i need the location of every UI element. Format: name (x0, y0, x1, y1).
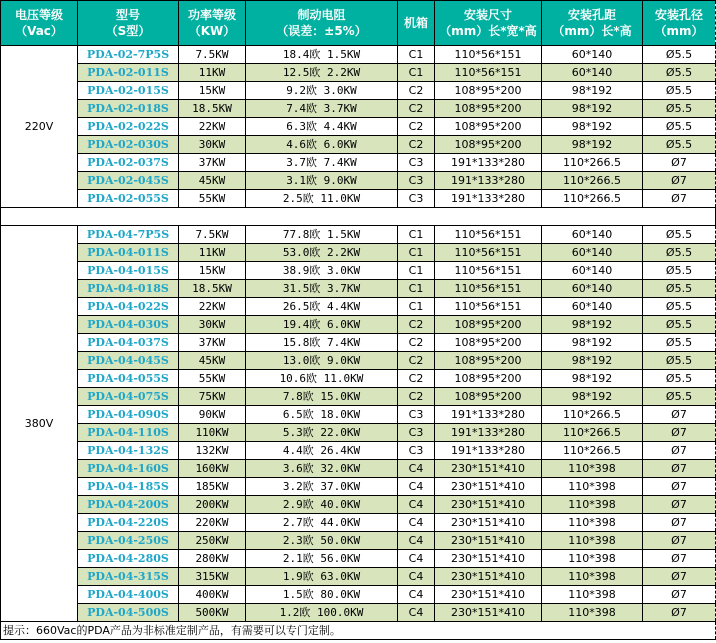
hole-cell: Ø7 (643, 550, 716, 568)
table-row (1, 136, 716, 154)
table-row (1, 568, 716, 586)
power-cell: 7.5KW (179, 46, 246, 64)
pitch-cell: 60*140 (542, 46, 643, 64)
size-cell: 108*95*200 (435, 136, 542, 154)
resistor-cell: 6.5欧 18.0KW (246, 406, 398, 424)
model-cell: PDA-02-045S (78, 172, 179, 190)
header-model (78, 1, 179, 46)
case-cell: C4 (398, 514, 435, 532)
table-row (1, 460, 716, 478)
case-cell: C1 (398, 262, 435, 280)
table-body (1, 46, 716, 640)
case-cell: C3 (398, 406, 435, 424)
resistor-cell: 77.8欧 1.5KW (246, 226, 398, 244)
table-row (1, 46, 716, 64)
resistor-cell: 2.3欧 50.0KW (246, 532, 398, 550)
case-cell: C2 (398, 136, 435, 154)
table-row (1, 298, 716, 316)
model-cell: PDA-04-400S (78, 586, 179, 604)
pitch-cell: 110*398 (542, 550, 643, 568)
header-line1: 功率等级 (187, 8, 236, 22)
hole-cell: Ø7 (643, 190, 716, 208)
header-line1: 安装孔径 (654, 8, 703, 22)
case-cell: C2 (398, 316, 435, 334)
model-cell: PDA-02-030S (78, 136, 179, 154)
hole-cell: Ø5.5 (643, 118, 716, 136)
table-row (1, 280, 716, 298)
power-cell: 37KW (179, 154, 246, 172)
model-cell: PDA-02-015S (78, 82, 179, 100)
resistor-cell: 3.1欧 9.0KW (246, 172, 398, 190)
hole-cell: Ø7 (643, 172, 716, 190)
model-cell: PDA-02-018S (78, 100, 179, 118)
model-cell: PDA-04-7P5S (78, 226, 179, 244)
case-cell: C1 (398, 46, 435, 64)
size-cell: 110*56*151 (435, 244, 542, 262)
power-cell: 30KW (179, 136, 246, 154)
header-line2: （S型） (105, 24, 151, 38)
table-row (1, 604, 716, 622)
resistor-cell: 3.2欧 37.0KW (246, 478, 398, 496)
pitch-cell: 98*192 (542, 82, 643, 100)
model-cell: PDA-02-055S (78, 190, 179, 208)
power-cell: 55KW (179, 370, 246, 388)
resistor-cell: 4.4欧 26.4KW (246, 442, 398, 460)
power-cell: 500KW (179, 604, 246, 622)
hole-cell: Ø5.5 (643, 82, 716, 100)
case-cell: C3 (398, 442, 435, 460)
case-cell: C4 (398, 550, 435, 568)
case-cell: C3 (398, 424, 435, 442)
hole-cell: Ø5.5 (643, 316, 716, 334)
size-cell: 230*151*410 (435, 460, 542, 478)
model-cell: PDA-04-500S (78, 604, 179, 622)
voltage-cell: 380V (1, 226, 78, 622)
resistor-cell: 10.6欧 11.0KW (246, 370, 398, 388)
resistor-cell: 6.3欧 4.4KW (246, 118, 398, 136)
size-cell: 230*151*410 (435, 568, 542, 586)
model-cell: PDA-04-011S (78, 244, 179, 262)
pitch-cell: 98*192 (542, 316, 643, 334)
pitch-cell: 98*192 (542, 370, 643, 388)
pitch-cell: 110*266.5 (542, 154, 643, 172)
table-row (1, 82, 716, 100)
model-cell: PDA-04-160S (78, 460, 179, 478)
pitch-cell: 110*398 (542, 460, 643, 478)
model-cell: PDA-04-090S (78, 406, 179, 424)
case-cell: C1 (398, 298, 435, 316)
case-cell: C1 (398, 280, 435, 298)
case-cell: C1 (398, 226, 435, 244)
hole-cell: Ø7 (643, 154, 716, 172)
model-cell: PDA-04-185S (78, 478, 179, 496)
resistor-cell: 1.9欧 63.0KW (246, 568, 398, 586)
power-cell: 220KW (179, 514, 246, 532)
table-row (1, 442, 716, 460)
header-line1: 安装孔距 (567, 8, 616, 22)
model-cell: PDA-04-075S (78, 388, 179, 406)
table-row (1, 100, 716, 118)
hole-cell: Ø5.5 (643, 262, 716, 280)
size-cell: 108*95*200 (435, 118, 542, 136)
power-cell: 22KW (179, 118, 246, 136)
resistor-cell: 13.0欧 9.0KW (246, 352, 398, 370)
pitch-cell: 60*140 (542, 244, 643, 262)
size-cell: 108*95*200 (435, 316, 542, 334)
hole-cell: Ø7 (643, 568, 716, 586)
resistor-cell: 53.0欧 2.2KW (246, 244, 398, 262)
size-cell: 108*95*200 (435, 388, 542, 406)
header-line2: （mm）长*宽*高 (439, 24, 537, 38)
voltage-cell: 220V (1, 46, 78, 208)
model-cell: PDA-04-110S (78, 424, 179, 442)
model-cell: PDA-02-011S (78, 64, 179, 82)
model-cell: PDA-04-018S (78, 280, 179, 298)
power-cell: 315KW (179, 568, 246, 586)
table-row (1, 550, 716, 568)
table-row (1, 64, 716, 82)
resistor-cell: 38.9欧 3.0KW (246, 262, 398, 280)
table-row (1, 514, 716, 532)
power-cell: 18.5KW (179, 280, 246, 298)
power-cell: 75KW (179, 388, 246, 406)
header-size (435, 1, 542, 46)
case-cell: C2 (398, 100, 435, 118)
size-cell: 191*133*280 (435, 406, 542, 424)
resistor-cell: 1.5欧 80.0KW (246, 586, 398, 604)
header-line2: （KW） (188, 24, 236, 38)
resistor-cell: 3.6欧 32.0KW (246, 460, 398, 478)
size-cell: 230*151*410 (435, 496, 542, 514)
power-cell: 15KW (179, 82, 246, 100)
model-cell: PDA-04-280S (78, 550, 179, 568)
size-cell: 110*56*151 (435, 226, 542, 244)
case-cell: C2 (398, 82, 435, 100)
power-cell: 280KW (179, 550, 246, 568)
power-cell: 400KW (179, 586, 246, 604)
model-cell: PDA-04-045S (78, 352, 179, 370)
table-row (1, 388, 716, 406)
resistor-cell: 3.7欧 7.4KW (246, 154, 398, 172)
pitch-cell: 110*266.5 (542, 442, 643, 460)
hole-cell: Ø5.5 (643, 244, 716, 262)
table-row (1, 244, 716, 262)
resistor-cell: 4.6欧 6.0KW (246, 136, 398, 154)
size-cell: 110*56*151 (435, 262, 542, 280)
power-cell: 15KW (179, 262, 246, 280)
header-voltage (1, 1, 78, 46)
table-row (1, 118, 716, 136)
header-line2: （误差：±5%） (276, 24, 367, 38)
size-cell: 191*133*280 (435, 172, 542, 190)
table-row (1, 262, 716, 280)
hole-cell: Ø5.5 (643, 298, 716, 316)
hole-cell: Ø7 (643, 442, 716, 460)
pitch-cell: 110*398 (542, 496, 643, 514)
pitch-cell: 60*140 (542, 298, 643, 316)
size-cell: 191*133*280 (435, 442, 542, 460)
size-cell: 230*151*410 (435, 532, 542, 550)
resistor-cell: 7.4欧 3.7KW (246, 100, 398, 118)
size-cell: 191*133*280 (435, 154, 542, 172)
header-row (1, 1, 716, 46)
case-cell: C4 (398, 478, 435, 496)
note-row (1, 622, 716, 640)
header-line2: （Vac） (15, 24, 63, 38)
model-cell: PDA-04-220S (78, 514, 179, 532)
power-cell: 11KW (179, 64, 246, 82)
model-cell: PDA-04-030S (78, 316, 179, 334)
hole-cell: Ø7 (643, 496, 716, 514)
header-line1: 型号 (115, 8, 140, 22)
case-cell: C3 (398, 154, 435, 172)
pitch-cell: 110*398 (542, 478, 643, 496)
pitch-cell: 98*192 (542, 100, 643, 118)
model-cell: PDA-04-022S (78, 298, 179, 316)
pitch-cell: 110*398 (542, 568, 643, 586)
pitch-cell: 98*192 (542, 388, 643, 406)
size-cell: 108*95*200 (435, 82, 542, 100)
resistor-cell: 2.9欧 40.0KW (246, 496, 398, 514)
model-cell: PDA-04-037S (78, 334, 179, 352)
hole-cell: Ø7 (643, 586, 716, 604)
model-cell: PDA-02-7P5S (78, 46, 179, 64)
case-cell: C2 (398, 388, 435, 406)
size-cell: 230*151*410 (435, 514, 542, 532)
table-row (1, 352, 716, 370)
hole-cell: Ø7 (643, 460, 716, 478)
case-cell: C1 (398, 244, 435, 262)
resistor-cell: 18.4欧 1.5KW (246, 46, 398, 64)
footnote: 提示：660Vac的PDA产品为非标准定制产品，有需要可以专门定制。 (1, 622, 716, 640)
model-cell: PDA-04-132S (78, 442, 179, 460)
header-case (398, 1, 435, 46)
separator-cell (1, 208, 716, 226)
table-row (1, 226, 716, 244)
table-row (1, 406, 716, 424)
model-cell: PDA-04-200S (78, 496, 179, 514)
hole-cell: Ø5.5 (643, 352, 716, 370)
header-hole (643, 1, 716, 46)
resistor-cell: 1.2欧 100.0KW (246, 604, 398, 622)
resistor-cell: 19.4欧 6.0KW (246, 316, 398, 334)
header-line1: 机箱 (403, 16, 428, 30)
resistor-cell: 2.7欧 44.0KW (246, 514, 398, 532)
case-cell: C4 (398, 460, 435, 478)
power-cell: 200KW (179, 496, 246, 514)
pitch-cell: 60*140 (542, 226, 643, 244)
table-row (1, 334, 716, 352)
pitch-cell: 60*140 (542, 64, 643, 82)
pitch-cell: 110*266.5 (542, 424, 643, 442)
hole-cell: Ø5.5 (643, 226, 716, 244)
size-cell: 108*95*200 (435, 100, 542, 118)
resistor-cell: 26.5欧 4.4KW (246, 298, 398, 316)
hole-cell: Ø5.5 (643, 334, 716, 352)
power-cell: 185KW (179, 478, 246, 496)
case-cell: C4 (398, 604, 435, 622)
power-cell: 45KW (179, 352, 246, 370)
hole-cell: Ø7 (643, 406, 716, 424)
size-cell: 230*151*410 (435, 604, 542, 622)
header-line1: 安装尺寸 (463, 8, 512, 22)
case-cell: C4 (398, 568, 435, 586)
resistor-cell: 2.5欧 11.0KW (246, 190, 398, 208)
pitch-cell: 110*398 (542, 514, 643, 532)
case-cell: C4 (398, 496, 435, 514)
power-cell: 37KW (179, 334, 246, 352)
size-cell: 108*95*200 (435, 334, 542, 352)
pitch-cell: 60*140 (542, 280, 643, 298)
pitch-cell: 98*192 (542, 136, 643, 154)
pitch-cell: 110*266.5 (542, 172, 643, 190)
pitch-cell: 98*192 (542, 334, 643, 352)
power-cell: 22KW (179, 298, 246, 316)
pitch-cell: 98*192 (542, 118, 643, 136)
hole-cell: Ø5.5 (643, 64, 716, 82)
model-cell: PDA-02-037S (78, 154, 179, 172)
pitch-cell: 110*266.5 (542, 190, 643, 208)
power-cell: 132KW (179, 442, 246, 460)
power-cell: 160KW (179, 460, 246, 478)
hole-cell: Ø5.5 (643, 280, 716, 298)
case-cell: C3 (398, 190, 435, 208)
header-line1: 制动电阻 (297, 8, 346, 22)
size-cell: 191*133*280 (435, 190, 542, 208)
hole-cell: Ø7 (643, 532, 716, 550)
pitch-cell: 110*266.5 (542, 406, 643, 424)
table-row (1, 370, 716, 388)
hole-cell: Ø7 (643, 514, 716, 532)
resistor-cell: 15.8欧 7.4KW (246, 334, 398, 352)
case-cell: C4 (398, 532, 435, 550)
size-cell: 110*56*151 (435, 298, 542, 316)
case-cell: C2 (398, 334, 435, 352)
case-cell: C1 (398, 64, 435, 82)
resistor-cell: 7.8欧 15.0KW (246, 388, 398, 406)
table-row (1, 424, 716, 442)
size-cell: 230*151*410 (435, 586, 542, 604)
hole-cell: Ø7 (643, 424, 716, 442)
power-cell: 7.5KW (179, 226, 246, 244)
resistor-cell: 31.5欧 3.7KW (246, 280, 398, 298)
resistor-cell: 12.5欧 2.2KW (246, 64, 398, 82)
hole-cell: Ø7 (643, 478, 716, 496)
power-cell: 250KW (179, 532, 246, 550)
model-cell: PDA-02-022S (78, 118, 179, 136)
power-cell: 55KW (179, 190, 246, 208)
table-row (1, 532, 716, 550)
pitch-cell: 98*192 (542, 352, 643, 370)
table-row (1, 478, 716, 496)
case-cell: C3 (398, 172, 435, 190)
pitch-cell: 110*398 (542, 604, 643, 622)
resistor-cell: 5.3欧 22.0KW (246, 424, 398, 442)
size-cell: 108*95*200 (435, 370, 542, 388)
table-row (1, 190, 716, 208)
group-separator (1, 208, 716, 226)
hole-cell: Ø5.5 (643, 370, 716, 388)
power-cell: 11KW (179, 244, 246, 262)
model-cell: PDA-04-250S (78, 532, 179, 550)
hole-cell: Ø5.5 (643, 100, 716, 118)
table-row (1, 586, 716, 604)
model-cell: PDA-04-055S (78, 370, 179, 388)
header-pitch (542, 1, 643, 46)
header-power (179, 1, 246, 46)
case-cell: C2 (398, 370, 435, 388)
hole-cell: Ø5.5 (643, 136, 716, 154)
case-cell: C4 (398, 586, 435, 604)
pitch-cell: 60*140 (542, 262, 643, 280)
table-row (1, 154, 716, 172)
resistor-cell: 9.2欧 3.0KW (246, 82, 398, 100)
size-cell: 191*133*280 (435, 424, 542, 442)
size-cell: 110*56*151 (435, 46, 542, 64)
case-cell: C2 (398, 352, 435, 370)
header-resistor (246, 1, 398, 46)
pitch-cell: 110*398 (542, 532, 643, 550)
size-cell: 230*151*410 (435, 550, 542, 568)
table-row (1, 172, 716, 190)
header-line1: 电压等级 (14, 8, 63, 22)
size-cell: 230*151*410 (435, 478, 542, 496)
hole-cell: Ø7 (643, 604, 716, 622)
power-cell: 110KW (179, 424, 246, 442)
header-line2: （mm） (654, 24, 704, 38)
power-cell: 45KW (179, 172, 246, 190)
power-cell: 90KW (179, 406, 246, 424)
size-cell: 110*56*151 (435, 64, 542, 82)
hole-cell: Ø5.5 (643, 46, 716, 64)
table-row (1, 496, 716, 514)
power-cell: 18.5KW (179, 100, 246, 118)
pitch-cell: 110*398 (542, 586, 643, 604)
hole-cell: Ø5.5 (643, 388, 716, 406)
model-cell: PDA-04-015S (78, 262, 179, 280)
resistor-cell: 2.1欧 56.0KW (246, 550, 398, 568)
case-cell: C2 (398, 118, 435, 136)
table-row (1, 316, 716, 334)
model-cell: PDA-04-315S (78, 568, 179, 586)
size-cell: 110*56*151 (435, 280, 542, 298)
header-line2: （mm）长*高 (552, 24, 632, 38)
size-cell: 108*95*200 (435, 352, 542, 370)
power-cell: 30KW (179, 316, 246, 334)
